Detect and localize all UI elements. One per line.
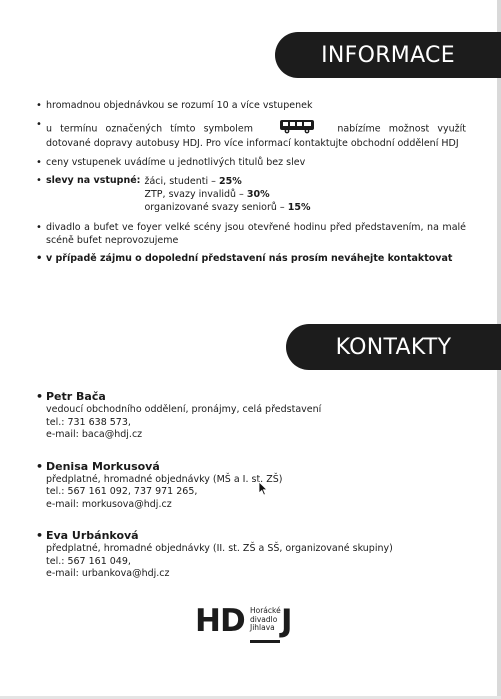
info-item-discounts <box>36 175 466 214</box>
contact-card <box>36 460 466 512</box>
contact-email[interactable]: e-mail: morkusova@hdj.cz <box>46 498 172 510</box>
contact-phone: tel.: 567 161 049, <box>46 555 131 567</box>
contact-role: předplatné, hromadné objednávky (MŠ a I. st. ZŠ) <box>46 473 283 485</box>
contact-name: • Denisa Morkusová <box>46 459 160 473</box>
contact-card <box>36 390 466 442</box>
discount-ztp: ZTP, svazy invalidů – 30% <box>144 189 270 200</box>
bus-icon <box>279 119 315 139</box>
logo-letter-j: J <box>281 603 293 639</box>
discount-students: žáci, studenti – 25% <box>144 176 242 187</box>
hdj-logo <box>195 604 307 650</box>
contact-role: předplatné, hromadné objednávky (II. st. ZŠ a SŠ, organizované skupiny) <box>46 543 393 554</box>
info-item-buffet: • divadlo a bufet ve foyer velké scény jsou otevřené hodinu před představením, na malé scéně bufet neprovozujeme <box>36 222 466 247</box>
kontakty-title: KONTAKTY <box>335 334 452 360</box>
logo-wordmark: Horácké divadlo Jihlava <box>250 606 281 632</box>
contact-card <box>36 529 466 581</box>
contacts-list <box>36 390 466 599</box>
contact-phone: tel.: 567 161 092, 737 971 265, <box>46 486 198 497</box>
informace-title: INFORMACE <box>321 42 455 68</box>
contact-email[interactable]: e-mail: urbankova@hdj.cz <box>46 568 170 579</box>
logo-letters-hd: HD <box>195 603 245 639</box>
contact-name: • Eva Urbánková <box>46 529 139 542</box>
informace-banner <box>275 32 501 78</box>
kontakty-banner <box>286 324 501 370</box>
informace-list <box>36 100 466 272</box>
discount-label: • slevy na vstupné: <box>46 175 141 186</box>
info-item-morning-shows: • v případě zájmu o dopolední představení nás prosím neváhejte kontaktovat <box>36 253 466 266</box>
logo-underline <box>250 640 280 643</box>
info-item-prices: • ceny vstupenek uvádíme u jednotlivých titulů bez slev <box>36 157 466 170</box>
info-item-bus-transport: • u termínu označených tímto symbolem nabízíme možnost využít dotované dopravy autobusy HDJ. Pro více informací kontaktujte obchodní oddělení HDJ <box>36 119 466 151</box>
discount-seniors: organizované svazy seniorů – 15% <box>144 202 311 213</box>
contact-email[interactable]: e-mail: baca@hdj.cz <box>46 429 143 440</box>
contact-role: vedoucí obchodního oddělení, pronájmy, celá představení <box>46 404 322 415</box>
mouse-cursor-icon <box>258 481 268 500</box>
info-item-group-orders: • hromadnou objednávkou se rozumí 10 a více vstupenek <box>36 100 466 113</box>
contact-name: • Petr Bača <box>46 390 106 403</box>
contact-phone: tel.: 731 638 573, <box>46 416 131 428</box>
